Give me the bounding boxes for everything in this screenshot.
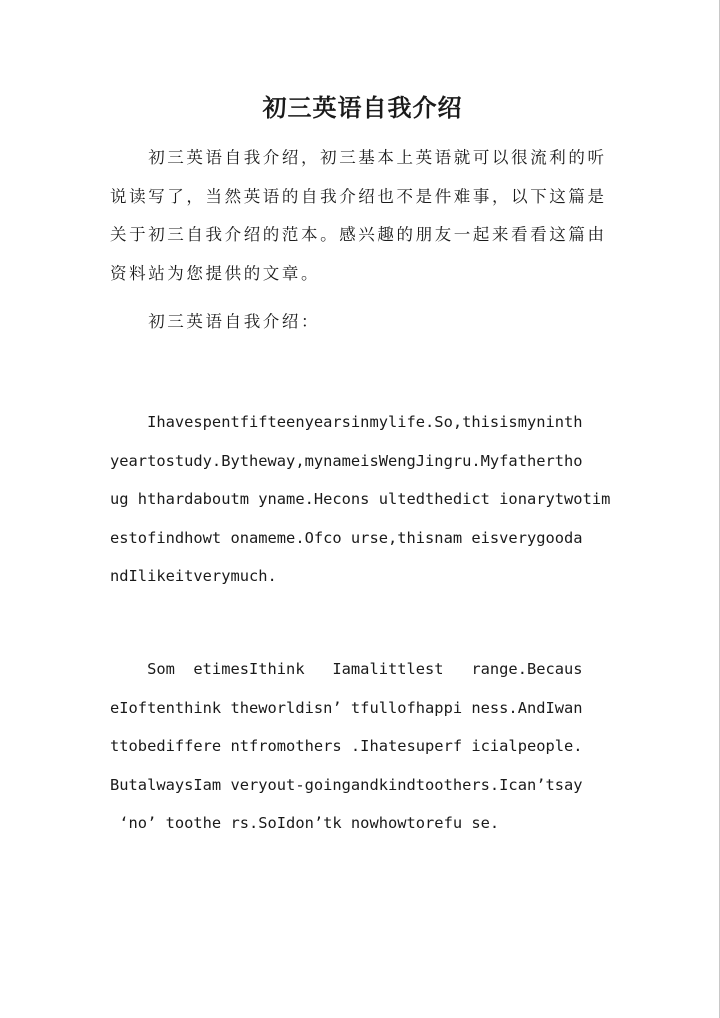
- english-line: yeartostudy.Bytheway,mynameisWengJingru.Myfathertho: [110, 451, 583, 470]
- english-line: estofindhowt onameme.Ofco urse,thisnam eisverygooda: [110, 528, 583, 547]
- intro-line: 资料站为您提供的文章。: [110, 263, 321, 283]
- document-title: 初三英语自我介绍: [262, 93, 463, 122]
- section-label-text: 初三英语自我介绍：: [110, 312, 321, 331]
- english-line: Som etimesIthink Iamalittlest range.Becaus: [110, 660, 583, 678]
- intro-line: 初三英语自我介绍，初三基本上英语就可以很流利的听: [110, 148, 607, 167]
- english-line: ButalwaysIam veryout-goingandkindtoothers.Ican’tsay: [110, 775, 583, 794]
- section-label: [110, 303, 615, 342]
- english-line: ug hthardaboutm yname.Hecons ultedthedict ionarytwotim: [110, 490, 611, 508]
- english-line: eIoftenthink theworldisn’ tfullofhappi ness.AndIwan: [110, 698, 583, 717]
- intro-line: 说读写了，当然英语的自我介绍也不是件难事，以下这篇是: [110, 186, 607, 206]
- english-line: ttobediffere ntfromothers .Ihatesuperf icialpeople.: [110, 737, 583, 755]
- english-line: Ihavespentfifteenyearsinmylife.So,thisismyninth: [110, 413, 583, 431]
- intro-line: 关于初三自我介绍的范本。感兴趣的朋友一起来看看这篇由: [110, 225, 607, 244]
- english-paragraph-2: [110, 650, 615, 843]
- english-line: ‘no’ toothe rs.SoIdon’tk nowhowtorefu se.: [110, 814, 500, 832]
- english-line: ndIlikeitverymuch.: [110, 567, 277, 585]
- english-paragraph-1: [110, 403, 615, 596]
- intro-paragraph: [110, 139, 615, 293]
